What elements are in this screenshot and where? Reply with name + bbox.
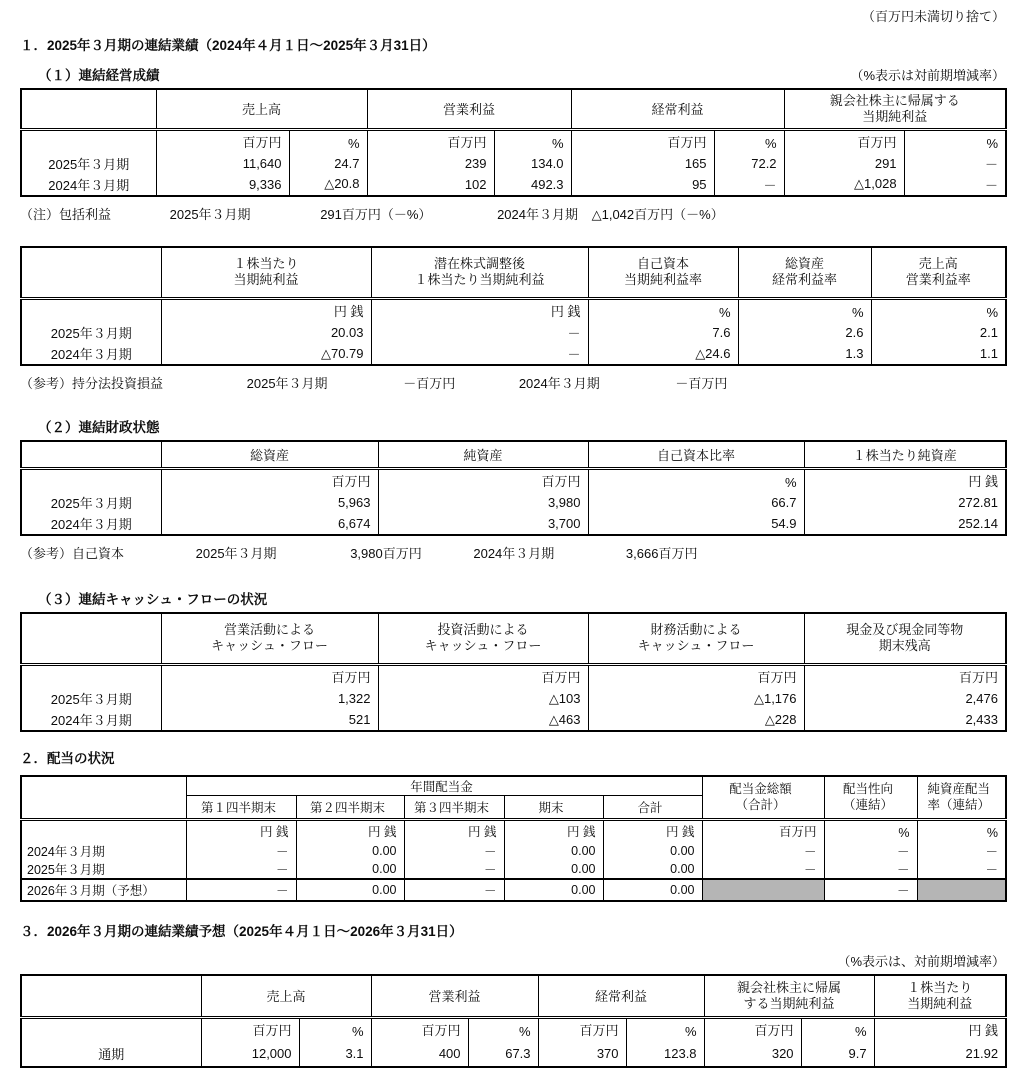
col-header-investing-cf: 投資活動による キャッシュ・フロー — [378, 613, 588, 665]
value-cell: 66.7 — [588, 492, 804, 513]
value-cell: 165 — [571, 153, 714, 174]
unit-cell: 円 銭 — [404, 820, 504, 843]
forecast-row — [21, 879, 1006, 901]
col-header-annual-dividend: 年間配当金 — [186, 776, 702, 796]
unit-cell: 円 銭 — [603, 820, 702, 843]
table-row — [21, 513, 1006, 535]
value-cell: 0.00 — [504, 842, 603, 860]
col-header-year-end: 期末 — [504, 796, 603, 820]
row-label: 2024年３月期 — [21, 174, 156, 196]
unit-cell: 円 銭 — [186, 820, 296, 843]
unit-row — [21, 129, 1006, 153]
unit-cell: % — [871, 299, 1006, 323]
col-header-ordinary-profit: 経常利益 — [538, 975, 704, 1017]
value-cell: 5,963 — [161, 492, 378, 513]
value-cell: 400 — [371, 1041, 468, 1067]
value-cell: － — [404, 842, 504, 860]
value-cell: － — [904, 174, 1006, 196]
col-header-roe: 自己資本 当期純利益率 — [588, 247, 738, 299]
value-cell: △228 — [588, 709, 804, 731]
value-cell: 0.00 — [504, 860, 603, 879]
row-label: 2025年３月期 — [21, 492, 161, 513]
value-cell: 239 — [367, 153, 494, 174]
blank-cell — [21, 820, 186, 843]
unit-cell: % — [904, 129, 1006, 153]
value-cell: 3,980 — [378, 492, 588, 513]
unit-cell: 百万円 — [804, 665, 1006, 689]
col-header-cash-equivalents: 現金及び現金同等物 期末残高 — [804, 613, 1006, 665]
value-cell: 272.81 — [804, 492, 1006, 513]
section1-1-note: （%表示は対前期増減率） — [850, 68, 1005, 83]
unit-cell: 百万円 — [702, 820, 824, 843]
value-cell: 3.1 — [299, 1041, 371, 1067]
col-header-eps: １株当たり 当期純利益 — [874, 975, 1006, 1017]
unit-cell: 百万円 — [704, 1017, 801, 1041]
value-cell: － — [404, 860, 504, 879]
unit-cell: 円 銭 — [371, 299, 588, 323]
col-header-payout-ratio: 配当性向 （連結） — [824, 776, 917, 820]
unit-cell: % — [494, 129, 571, 153]
value-cell: － — [917, 842, 1006, 860]
unit-row — [21, 1017, 1006, 1041]
col-header-operating-margin: 売上高 営業利益率 — [871, 247, 1006, 299]
value-cell: － — [186, 879, 296, 901]
table-row — [21, 343, 1006, 365]
value-cell: 9,336 — [156, 174, 289, 196]
col-header-net-income: 親会社株主に帰属する 当期純利益 — [784, 89, 1006, 129]
unit-cell: 円 銭 — [161, 299, 371, 323]
blank-cell — [21, 776, 186, 820]
unit-cell: 円 銭 — [504, 820, 603, 843]
table-header-row — [21, 247, 1006, 299]
col-header-q3-end: 第３四半期末 — [404, 796, 504, 820]
unit-cell: 百万円 — [784, 129, 904, 153]
unit-cell: % — [917, 820, 1006, 843]
col-header-sales: 売上高 — [201, 975, 371, 1017]
value-cell: 1.3 — [738, 343, 871, 365]
unit-cell: 百万円 — [378, 665, 588, 689]
value-cell: 370 — [538, 1041, 626, 1067]
row-label: 2025年３月期 — [21, 322, 161, 343]
value-cell: － — [824, 860, 917, 879]
unit-row — [21, 468, 1006, 492]
col-header-ordinary-profit: 経常利益 — [571, 89, 784, 129]
value-cell: 0.00 — [603, 842, 702, 860]
table-row — [21, 709, 1006, 731]
section1-3-title: （３）連結キャッシュ・フローの状況 — [38, 591, 268, 607]
value-cell: 11,640 — [156, 153, 289, 174]
blank-cell — [21, 89, 156, 129]
col-header-net-income: 親会社株主に帰属 する当期純利益 — [704, 975, 874, 1017]
value-cell: － — [186, 860, 296, 879]
unit-cell: % — [738, 299, 871, 323]
value-cell: 2,433 — [804, 709, 1006, 731]
value-cell: － — [917, 860, 1006, 879]
section1-title: １．2025年３月期の連結業績（2024年４月１日～2025年３月31日） — [20, 38, 436, 53]
value-cell: － — [186, 842, 296, 860]
unit-cell: 百万円 — [367, 129, 494, 153]
value-cell: 0.00 — [296, 860, 404, 879]
value-cell: － — [404, 879, 504, 901]
value-cell: 67.3 — [468, 1041, 538, 1067]
unit-row — [21, 665, 1006, 689]
table-header-row — [21, 89, 1006, 129]
unit-cell: % — [588, 299, 738, 323]
operating-results-table — [20, 88, 1007, 197]
col-header-operating-profit: 営業利益 — [367, 89, 571, 129]
value-cell: 0.00 — [504, 879, 603, 901]
unit-cell: 百万円 — [588, 665, 804, 689]
table-row — [21, 174, 1006, 196]
row-label: 通期 — [21, 1041, 201, 1067]
col-header-roa: 総資産 経常利益率 — [738, 247, 871, 299]
value-cell: 2.6 — [738, 322, 871, 343]
col-header-financing-cf: 財務活動による キャッシュ・フロー — [588, 613, 804, 665]
col-header-equity-ratio: 自己資本比率 — [588, 441, 804, 468]
value-cell: 12,000 — [201, 1041, 299, 1067]
blank-cell — [21, 299, 161, 323]
unit-cell: 円 銭 — [296, 820, 404, 843]
value-cell: 521 — [161, 709, 378, 731]
value-cell: 1.1 — [871, 343, 1006, 365]
blank-cell — [21, 613, 161, 665]
col-header-total-assets: 総資産 — [161, 441, 378, 468]
equity-note: （参考）自己資本 2025年３月期 3,980百万円 2024年３月期 3,666百万円 — [20, 545, 698, 561]
blank-cell — [21, 441, 161, 468]
section1-2-title: （２）連結財政状態 — [38, 420, 160, 435]
value-cell: 102 — [367, 174, 494, 196]
row-label: 2026年３月期（予想） — [21, 879, 186, 901]
unit-cell: 百万円 — [538, 1017, 626, 1041]
table-row — [21, 688, 1006, 709]
unit-cell: % — [714, 129, 784, 153]
value-cell: － — [904, 153, 1006, 174]
value-cell: 20.03 — [161, 322, 371, 343]
per-share-ratios-table — [20, 246, 1007, 367]
row-label: 2024年３月期 — [21, 513, 161, 535]
row-label: 2024年３月期 — [21, 709, 161, 731]
value-cell: 54.9 — [588, 513, 804, 535]
unit-cell: % — [824, 820, 917, 843]
value-cell: 252.14 — [804, 513, 1006, 535]
col-header-q2-end: 第２四半期末 — [296, 796, 404, 820]
unit-cell: 円 銭 — [874, 1017, 1006, 1041]
value-cell: 2,476 — [804, 688, 1006, 709]
value-cell: △1,176 — [588, 688, 804, 709]
blank-cell — [21, 1017, 201, 1041]
unit-cell: % — [626, 1017, 704, 1041]
forecast-table — [20, 974, 1007, 1068]
unit-cell: 百万円 — [161, 468, 378, 492]
col-header-total-dividends: 配当金総額 （合計） — [702, 776, 824, 820]
table-header-row — [21, 613, 1006, 665]
value-cell: 0.00 — [296, 879, 404, 901]
unit-cell: 百万円 — [161, 665, 378, 689]
table-row — [21, 1041, 1006, 1067]
section3-title: ３．2026年３月期の連結業績予想（2025年４月１日～2026年３月31日） — [20, 924, 463, 939]
unit-row — [21, 299, 1006, 323]
value-cell: 9.7 — [801, 1041, 874, 1067]
unit-cell: % — [468, 1017, 538, 1041]
rounding-note: （百万円未満切り捨て） — [861, 9, 1005, 24]
unit-cell: 百万円 — [371, 1017, 468, 1041]
col-header-bps: １株当たり純資産 — [804, 441, 1006, 468]
col-header-sales: 売上高 — [156, 89, 367, 129]
col-header-q1-end: 第１四半期末 — [186, 796, 296, 820]
value-cell: 492.3 — [494, 174, 571, 196]
col-header-net-assets: 純資産 — [378, 441, 588, 468]
comprehensive-income-note: （注）包括利益 2025年３月期 291百万円（－%） 2024年３月期 △1,042百万円（－%） — [20, 206, 724, 222]
value-cell: △103 — [378, 688, 588, 709]
financial-position-table — [20, 440, 1007, 536]
value-cell: △20.8 — [289, 174, 367, 196]
value-cell: 134.0 — [494, 153, 571, 174]
blank-cell — [21, 665, 161, 689]
unit-cell: 円 銭 — [804, 468, 1006, 492]
dividends-table — [20, 775, 1007, 902]
value-cell: 0.00 — [296, 842, 404, 860]
shaded-cell — [702, 879, 824, 901]
value-cell: 0.00 — [603, 860, 702, 879]
table-header-row — [21, 975, 1006, 1017]
value-cell: 95 — [571, 174, 714, 196]
value-cell: 123.8 — [626, 1041, 704, 1067]
row-label: 2024年３月期 — [21, 842, 186, 860]
unit-cell: % — [801, 1017, 874, 1041]
value-cell: － — [371, 322, 588, 343]
value-cell: △24.6 — [588, 343, 738, 365]
unit-cell: % — [299, 1017, 371, 1041]
blank-cell — [21, 247, 161, 299]
col-header-operating-profit: 営業利益 — [371, 975, 538, 1017]
col-header-diluted-eps: 潜在株式調整後 １株当たり当期純利益 — [371, 247, 588, 299]
row-label: 2025年３月期 — [21, 688, 161, 709]
value-cell: 7.6 — [588, 322, 738, 343]
value-cell: △463 — [378, 709, 588, 731]
value-cell: － — [824, 842, 917, 860]
col-header-eps: １株当たり 当期純利益 — [161, 247, 371, 299]
unit-cell: 百万円 — [156, 129, 289, 153]
value-cell: － — [371, 343, 588, 365]
value-cell: 21.92 — [874, 1041, 1006, 1067]
value-cell: 0.00 — [603, 879, 702, 901]
value-cell: － — [702, 860, 824, 879]
section1-1-title: （１）連結経営成績 — [38, 68, 160, 83]
table-row — [21, 322, 1006, 343]
unit-cell: % — [289, 129, 367, 153]
table-row — [21, 842, 1006, 860]
value-cell: △70.79 — [161, 343, 371, 365]
unit-cell: 百万円 — [571, 129, 714, 153]
unit-cell: 百万円 — [201, 1017, 299, 1041]
equity-method-note: （参考）持分法投資損益 2025年３月期 －百万円 2024年３月期 －百万円 — [20, 376, 728, 391]
blank-cell — [21, 975, 201, 1017]
col-header-operating-cf: 営業活動による キャッシュ・フロー — [161, 613, 378, 665]
table-row — [21, 153, 1006, 174]
row-label: 2025年３月期 — [21, 860, 186, 879]
value-cell: 6,674 — [161, 513, 378, 535]
row-label: 2024年３月期 — [21, 343, 161, 365]
value-cell: 320 — [704, 1041, 801, 1067]
unit-cell: % — [588, 468, 804, 492]
value-cell: △1,028 — [784, 174, 904, 196]
section3-note: （%表示は、対前期増減率） — [837, 954, 1005, 969]
cash-flow-table — [20, 612, 1007, 733]
table-row — [21, 860, 1006, 879]
section1-1-header — [20, 64, 1005, 84]
value-cell: 72.2 — [714, 153, 784, 174]
value-cell: 3,700 — [378, 513, 588, 535]
value-cell: 291 — [784, 153, 904, 174]
value-cell: 24.7 — [289, 153, 367, 174]
row-label: 2025年３月期 — [21, 153, 156, 174]
table-header-row — [21, 441, 1006, 468]
table-header-row — [21, 776, 1006, 796]
value-cell: － — [824, 879, 917, 901]
blank-cell — [21, 468, 161, 492]
unit-cell: 百万円 — [378, 468, 588, 492]
value-cell: 1,322 — [161, 688, 378, 709]
value-cell: － — [702, 842, 824, 860]
table-row — [21, 492, 1006, 513]
blank-cell — [21, 129, 156, 153]
unit-row — [21, 820, 1006, 843]
value-cell: － — [714, 174, 784, 196]
col-header-total: 合計 — [603, 796, 702, 820]
section2-title: ２．配当の状況 — [20, 751, 115, 766]
value-cell: 2.1 — [871, 322, 1006, 343]
col-header-dividend-on-equity: 純資産配当 率（連結） — [917, 776, 1006, 820]
shaded-cell — [917, 879, 1006, 901]
